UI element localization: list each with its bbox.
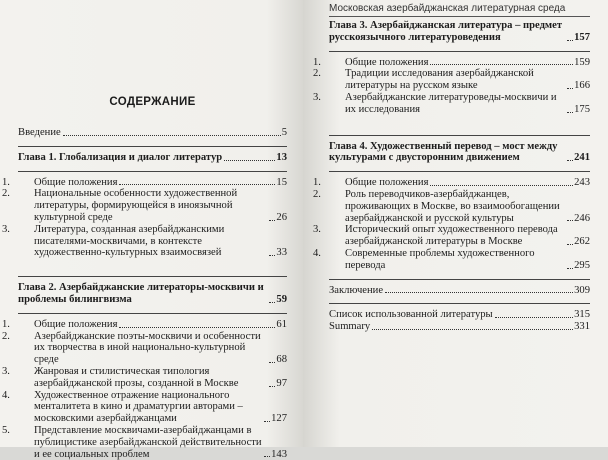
toc-item: 1. Общие положения 243	[313, 177, 590, 189]
divider	[329, 135, 590, 136]
toc-item: 1. Общие положения 61	[2, 318, 287, 330]
toc-item: 2. Азербайджанские поэты-москвичи и особенности их творчества в иной национально-культурной среде 68	[2, 330, 287, 366]
left-page	[0, 0, 303, 460]
contents-heading: СОДЕРЖАНИЕ	[109, 96, 196, 108]
toc-entry-introduction: Введение 5	[18, 127, 287, 138]
toc-entry-conclusion: Заключение 309	[329, 284, 590, 296]
toc-item: 2. Традиции исследования азербайджанской литературы на русском языке 166	[313, 68, 590, 92]
divider	[18, 313, 287, 314]
toc-item: 5. Представление москвичами-азербайджанцами в публицистике азербайджанской действительности и ее социальных проблем 143	[2, 424, 287, 460]
divider	[18, 146, 287, 147]
divider	[18, 171, 287, 172]
toc-item: 3. Азербайджанские литературоведы-москвичи и их исследования 175	[313, 91, 590, 115]
divider	[329, 171, 590, 172]
divider	[329, 303, 590, 304]
toc-item: 1. Общие положения 159	[313, 56, 590, 68]
toc-entry-references: Список использованной литературы 315	[329, 309, 590, 321]
toc-item: 2. Национальные особенности художественной литературы, формирующейся в иноязычной культурной среде 26	[2, 188, 287, 223]
toc-item: 3. Жанровая и стилистическая типология азербайджанской прозы, созданной в Москве 97	[2, 365, 287, 389]
toc-item: 4. Художественное отражение национального менталитета в кино и драматургии авторами – московскими азербайджанцами 127	[2, 389, 287, 425]
divider	[329, 279, 590, 280]
divider	[329, 51, 590, 52]
toc-item: 1. Общие положения 15	[2, 176, 287, 188]
toc-item: 3. Литература, созданная азербайджанскими писателями-москвичами, в контексте художественно-культурных взаимосвязей 33	[2, 223, 287, 259]
right-page	[303, 0, 608, 447]
running-head: Московская азербайджанская литературная среда	[329, 3, 590, 17]
toc-chapter-3: Глава 3. Азербайджанская литература – предмет русскоязычного литературоведения 157	[329, 20, 590, 43]
toc-item: 2. Роль переводчиков-азербайджанцев, проживающих в Москве, во взаимообогащении азербайджанской и русской культуры 246	[313, 188, 590, 224]
toc-chapter-4: Глава 4. Художественный перевод – мост между культурами с двусторонним движением 241	[329, 140, 590, 164]
toc-entry-summary: Summary 331	[329, 321, 590, 333]
toc-chapter-2: Глава 2. Азербайджанские литераторы-москвичи и проблемы билингвизма 59	[18, 282, 287, 305]
divider	[18, 276, 287, 277]
toc-item: 3. Исторический опыт художественного перевода азербайджанской литературы в Москве 262	[313, 224, 590, 248]
toc-chapter-1: Глава 1. Глобализация и диалог литератур 13	[18, 151, 287, 163]
toc-item: 4. Современные проблемы художественного перевода 295	[313, 247, 590, 271]
